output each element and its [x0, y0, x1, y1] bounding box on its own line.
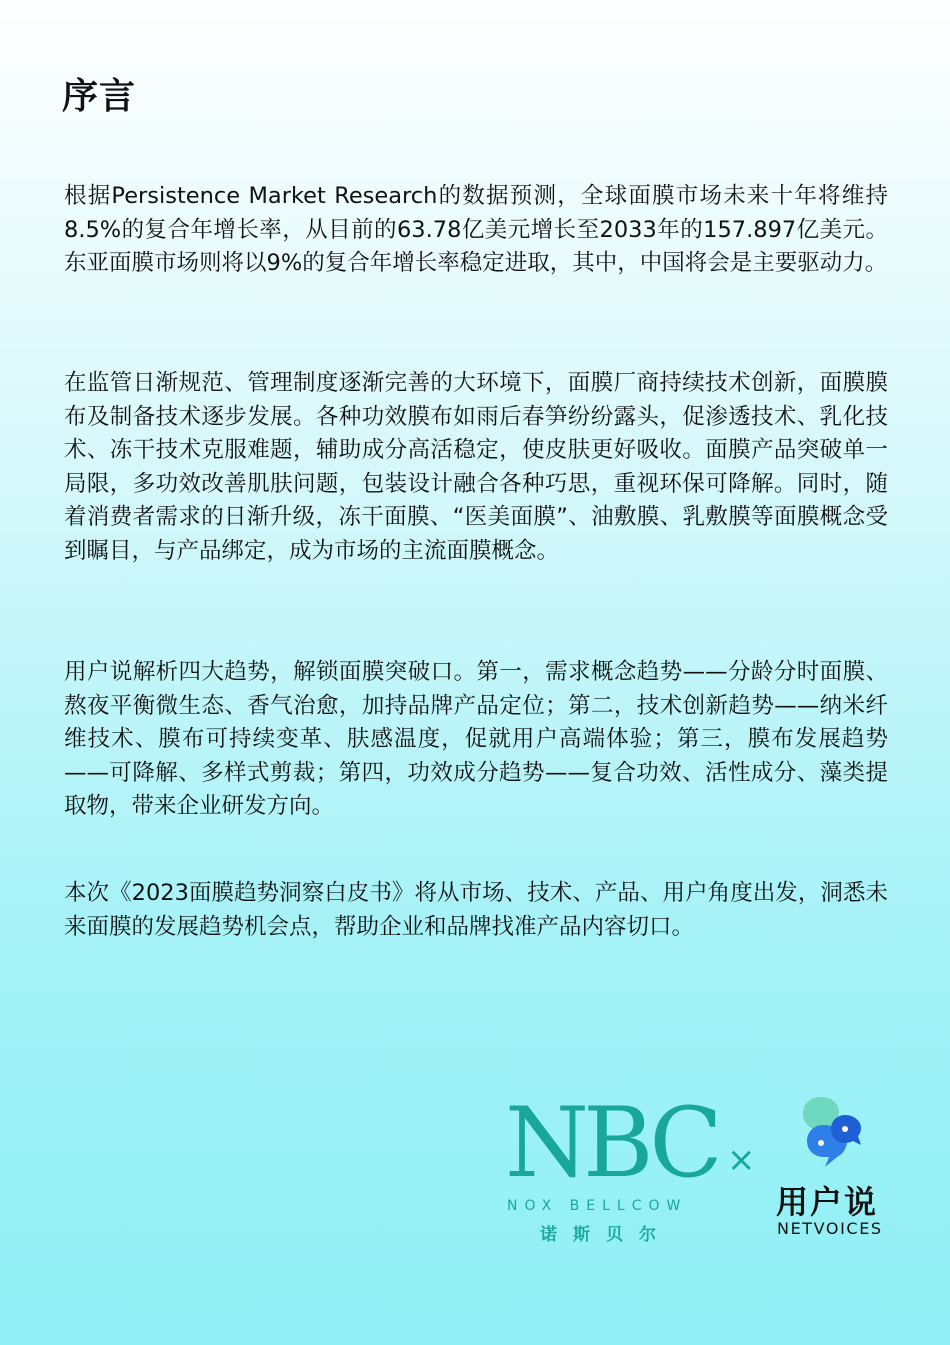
- partner-logos: [505, 1087, 905, 1255]
- paragraph-market-forecast: 根据Persistence Market Research的数据预测，全球面膜市场未来十年将维持8.5%的复合年增长率，从目前的63.78亿美元增长至2033年的157.897亿美元。东亚面膜市场则将以9%的复合年增长率稳定进取，其中，中国将会是主要驱动力。: [64, 183, 888, 277]
- netvoices-bubbles-icon: [801, 1095, 871, 1175]
- paragraph-four-trends: 用户说解析四大趋势，解锁面膜突破口。第一，需求概念趋势——分龄分时面膜、熬夜平衡微生态、香气治愈，加持品牌产品定位；第二，技术创新趋势——纳米纤维技术、膜布可持续变革、肤感温度，促就用户高端体验；第三，膜布发展趋势——可降解、多样式剪裁；第四，功效成分趋势——复合功效、活性成分、藻类提取物，带来企业研发方向。: [64, 659, 888, 820]
- nbc-logo-name-en: NOX BELLCOW: [507, 1198, 688, 1214]
- nbc-logo-name-cn: 诺斯贝尔: [540, 1225, 672, 1245]
- paragraph-whitepaper-intro: 本次《2023面膜趋势洞察白皮书》将从市场、技术、产品、用户角度出发，洞悉未来面膜的发展趋势机会点，帮助企业和品牌找准产品内容切口。: [64, 880, 888, 940]
- netvoices-logo-name-en: NETVOICES: [777, 1219, 883, 1238]
- paragraph-industry-development: 在监管日渐规范、管理制度逐渐完善的大环境下，面膜厂商持续技术创新，面膜膜布及制备技术逐步发展。各种功效膜布如雨后春笋纷纷露头，促渗透技术、乳化技术、冻干技术克服难题，辅助成分高活稳定，使皮肤更好吸收。面膜产品突破单一局限，多功效改善肌肤问题，包装设计融合各种巧思，重视环保可降解。同时，随着消费者需求的日渐升级，冻干面膜、“医美面膜”、油敷膜、乳敷膜等面膜概念受到瞩目，与产品绑定，成为市场的主流面膜概念。: [64, 370, 888, 564]
- netvoices-logo-name-cn: 用户说: [776, 1183, 879, 1221]
- nbc-logo-mark: NBC: [505, 1087, 717, 1199]
- collaboration-x-icon: ×: [727, 1140, 756, 1180]
- page-title: 序言: [62, 76, 137, 117]
